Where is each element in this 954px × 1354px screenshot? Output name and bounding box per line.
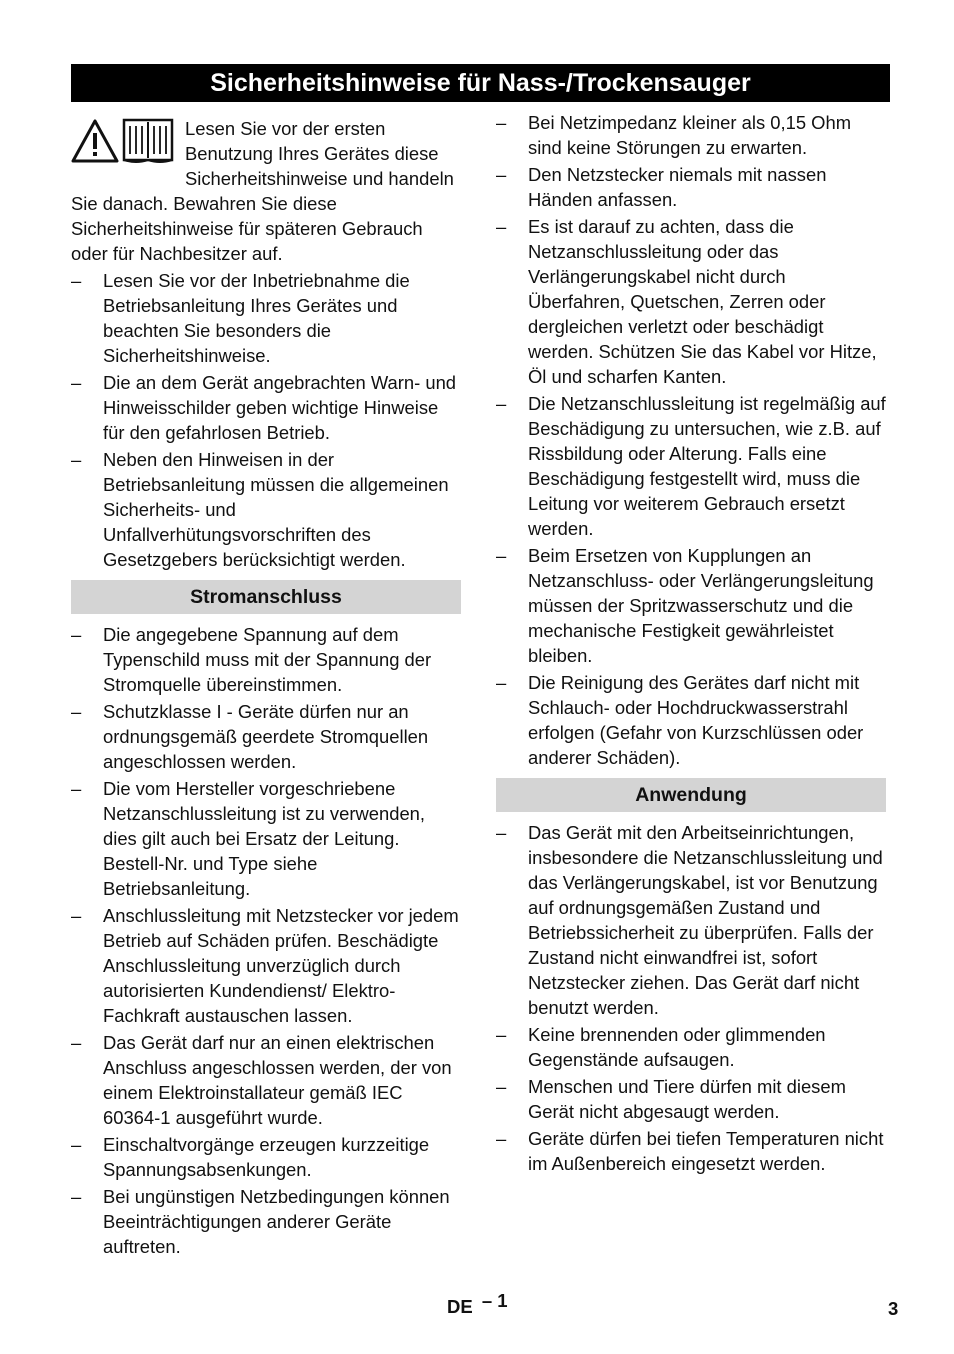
stromanschluss-list-continued [496, 110, 886, 770]
footer-lang: DE [447, 1296, 473, 1317]
list-item [71, 1030, 461, 1130]
bullet-dash: – [496, 112, 507, 133]
intro-paragraph [71, 116, 461, 266]
list-item-text: Es ist darauf zu achten, dass die Netzanschlussleitung oder das Verlängerungskabel nicht durch Überfahren, Quetschen, Zerren oder dergleichen verletzt oder beschädigt werden. Schützen Sie das Kabel vor Hitze, Öl und scharfen Kanten. [528, 216, 877, 387]
general-list [71, 268, 461, 572]
page-title: Sicherheitshinweise für Nass-/Trockensauger [71, 64, 890, 102]
bullet-dash: – [71, 624, 82, 645]
intro-text: Lesen Sie vor der ersten Benutzung Ihres Gerätes diese Sicherheitshinweise und handeln Sie danach. Bewahren Sie diese Sicherheitshinweise für späteren Gebrauch oder für Nachbesitzer auf. [71, 118, 454, 264]
bullet-dash: – [496, 822, 507, 843]
list-item [71, 622, 461, 697]
bullet-dash: – [71, 372, 82, 393]
bullet-dash: – [496, 1024, 507, 1045]
list-item [496, 110, 886, 160]
list-item-text: Die Netzanschlussleitung ist regelmäßig auf Beschädigung zu untersuchen, wie z.B. auf Rissbildung oder Alterung. Falls eine Beschädigung festgestellt wird, muss die Leitung vor weiterem Gebrauch ersetzt werden. [528, 393, 886, 539]
list-item [496, 1022, 886, 1072]
page-number: 3 [888, 1298, 899, 1319]
footer-section-page [482, 1290, 508, 1311]
list-item [71, 370, 461, 445]
list-item [496, 543, 886, 668]
list-item-text: Das Gerät mit den Arbeitseinrichtungen, insbesondere die Netzanschlussleitung und das Verlängerungskabel, ist vor Benutzung auf ordnungsgemäßen Zustand und Betriebssicherheit zu überprüfen. Falls der Zustand nicht einwandfrei ist, sofort Netzstecker ziehen. Das Gerät darf nicht benutzt werden. [528, 822, 883, 1018]
bullet-dash: – [71, 1032, 82, 1053]
list-item-text: Keine brennenden oder glimmenden Gegenstände aufsaugen. [528, 1024, 826, 1070]
list-item-text: Anschlussleitung mit Netzstecker vor jedem Betrieb auf Schäden prüfen. Beschädigte Anschlussleitung unverzüglich durch autorisierten Kundendienst/ Elektro-Fachkraft austauschen lassen. [103, 905, 459, 1026]
bullet-dash: – [496, 545, 507, 566]
list-item-text: Bei Netzimpedanz kleiner als 0,15 Ohm sind keine Störungen zu erwarten. [528, 112, 852, 158]
footer-section-label [447, 1290, 508, 1318]
list-item-text: Die vom Hersteller vorgeschriebene Netzanschlussleitung ist zu verwenden, dies gilt auch bei Ersatz der Leitung. Bestell-Nr. und Type siehe Betriebsanleitung. [103, 778, 426, 899]
list-item [496, 1126, 886, 1176]
list-item [71, 268, 461, 368]
manual-book-icon [122, 118, 174, 164]
list-item-text: Die angegebene Spannung auf dem Typenschild muss mit der Spannung der Stromquelle übereinstimmen. [103, 624, 432, 695]
bullet-dash: – [496, 672, 507, 693]
right-column [496, 110, 886, 1178]
bullet-dash: – [496, 1128, 507, 1149]
list-item [496, 820, 886, 1020]
list-item-text: Den Netzstecker niemals mit nassen Händen anfassen. [528, 164, 827, 210]
section-heading-anwendung: Anwendung [496, 778, 886, 812]
list-item-text: Die Reinigung des Gerätes darf nicht mit Schlauch- oder Hochdruckwasserstrahl erfolgen (Gefahr von Kurzschlüssen oder anderer Schäden). [528, 672, 864, 768]
bullet-dash: – [71, 1134, 82, 1155]
safety-icons [71, 118, 179, 168]
list-item-text: Menschen und Tiere dürfen mit diesem Gerät nicht abgesaugt werden. [528, 1076, 846, 1122]
bullet-dash: – [496, 1076, 507, 1097]
list-item [496, 1074, 886, 1124]
bullet-dash: – [71, 778, 82, 799]
bullet-dash: – [496, 216, 507, 237]
bullet-dash: – [71, 701, 82, 722]
bullet-dash: – [496, 164, 507, 185]
list-item [496, 162, 886, 212]
list-item-text: Einschaltvorgänge erzeugen kurzzeitige Spannungsabsenkungen. [103, 1134, 430, 1180]
list-item-text: Bei ungünstigen Netzbedingungen können Beeinträchtigungen anderer Geräte auftreten. [103, 1186, 450, 1257]
stromanschluss-list [71, 622, 461, 1259]
section-heading-stromanschluss: Stromanschluss [71, 580, 461, 614]
list-item-text: Das Gerät darf nur an einen elektrischen Anschluss angeschlossen werden, der von einem Elektroinstallateur gemäß IEC 60364-1 ausgeführt wurde. [103, 1032, 452, 1128]
left-column [71, 116, 461, 1261]
list-item [71, 699, 461, 774]
list-item-text: Beim Ersetzen von Kupplungen an Netzanschluss- oder Verlängerungsleitung müssen der Spritzwasserschutz und die mechanische Festigkeit gewährleistet bleiben. [528, 545, 874, 666]
list-item [496, 391, 886, 541]
list-item-text: Neben den Hinweisen in der Betriebsanleitung müssen die allgemeinen Sicherheits- und Unfallverhütungsvorschriften des Gesetzgebers berücksichtigt werden. [103, 449, 449, 570]
list-item-text: Geräte dürfen bei tiefen Temperaturen nicht im Außenbereich eingesetzt werden. [528, 1128, 884, 1174]
warning-triangle-icon [71, 118, 119, 164]
anwendung-list [496, 820, 886, 1176]
list-item-text: Schutzklasse I - Geräte dürfen nur an ordnungsgemäß geerdete Stromquellen angeschlossen werden. [103, 701, 429, 772]
list-item [496, 670, 886, 770]
list-item-text: Lesen Sie vor der Inbetriebnahme die Betriebsanleitung Ihres Gerätes und beachten Sie besonders die Sicherheitshinweise. [103, 270, 410, 366]
list-item [71, 447, 461, 572]
bullet-dash: – [71, 270, 82, 291]
list-item [71, 903, 461, 1028]
list-item [71, 1184, 461, 1259]
bullet-dash: – [496, 393, 507, 414]
list-item-text: Die an dem Gerät angebrachten Warn- und Hinweisschilder geben wichtige Hinweise für den gefahrlosen Betrieb. [103, 372, 457, 443]
bullet-dash: – [71, 905, 82, 926]
list-item [71, 776, 461, 901]
list-item [71, 1132, 461, 1182]
list-item [496, 214, 886, 389]
bullet-dash: – [71, 1186, 82, 1207]
bullet-dash: – [71, 449, 82, 470]
footer-sep: – [481, 1290, 493, 1311]
footer-section-number: 1 [497, 1290, 508, 1311]
